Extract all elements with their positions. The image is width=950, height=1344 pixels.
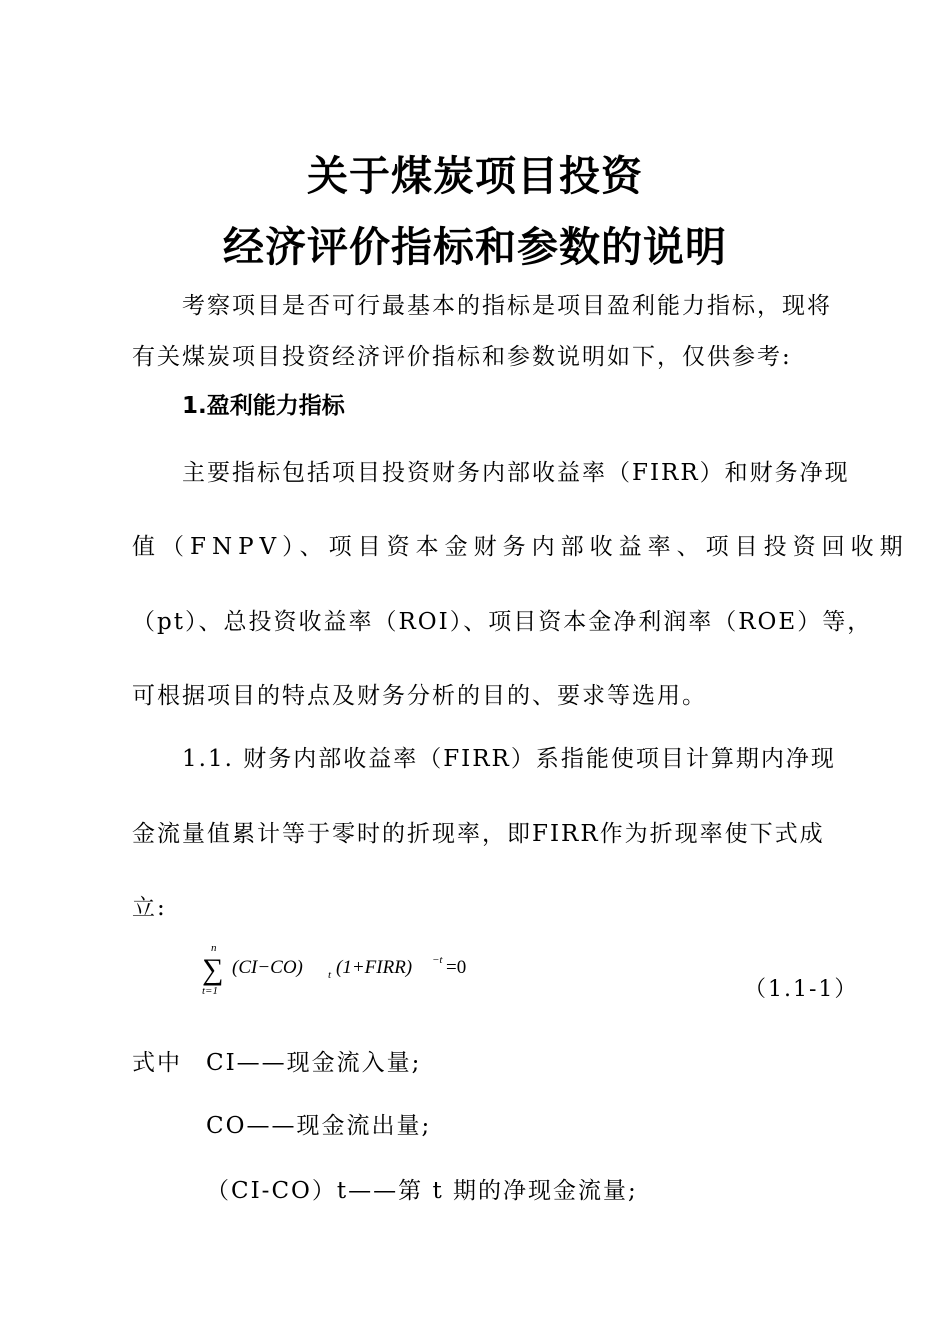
section11-line-2: 金流量值累计等于零时的折现率，即FIRR作为折现率使下式成 <box>132 821 825 847</box>
section11-line-3: 立: <box>132 895 167 921</box>
exponent-superscript: −t <box>432 954 443 966</box>
section-heading-profitability: 1.盈利能力指标 <box>182 393 345 419</box>
definition-ci: CI——现金流入量; <box>206 1050 422 1076</box>
section1-line-3: （pt）、总投资收益率（ROI）、项目资本金净利润率（ROE）等， <box>132 609 873 635</box>
period-subscript: t <box>328 969 332 981</box>
sum-upper-limit: n <box>211 942 217 954</box>
cash-flow-term: (CI−CO) <box>232 957 303 978</box>
sum-lower-limit: t=1 <box>202 985 218 997</box>
document-title-line-2: 经济评价指标和参数的说明 <box>223 223 727 271</box>
definitions-lead: 式中 <box>132 1050 182 1076</box>
intro-line-2: 有关煤炭项目投资经济评价指标和参数说明如下，仅供参考: <box>132 344 792 370</box>
definition-net-cash-flow: （CI-CO）t——第 t 期的净现金流量; <box>206 1178 638 1204</box>
summation-sign: ∑ <box>202 953 224 986</box>
equation-number: （1.1-1） <box>744 977 859 1002</box>
definition-co: CO——现金流出量; <box>206 1113 432 1139</box>
section11-line-1: 1.1. 财务内部收益率（FIRR）系指能使项目计算期内净现 <box>182 746 836 772</box>
discount-factor-term: (1+FIRR) <box>336 957 413 978</box>
intro-line-1: 考察项目是否可行最基本的指标是项目盈利能力指标，现将 <box>182 293 832 319</box>
equals-zero: =0 <box>446 957 467 978</box>
firr-formula <box>200 940 520 1000</box>
section1-line-4: 可根据项目的特点及财务分析的目的、要求等选用。 <box>132 683 707 709</box>
section1-line-1: 主要指标包括项目投资财务内部收益率（FIRR）和财务净现 <box>182 460 850 486</box>
document-title-line-1: 关于煤炭项目投资 <box>307 152 643 200</box>
section1-line-2: 值（FNPV）、项目资本金财务内部收益率、项目投资回收期 <box>132 534 909 560</box>
